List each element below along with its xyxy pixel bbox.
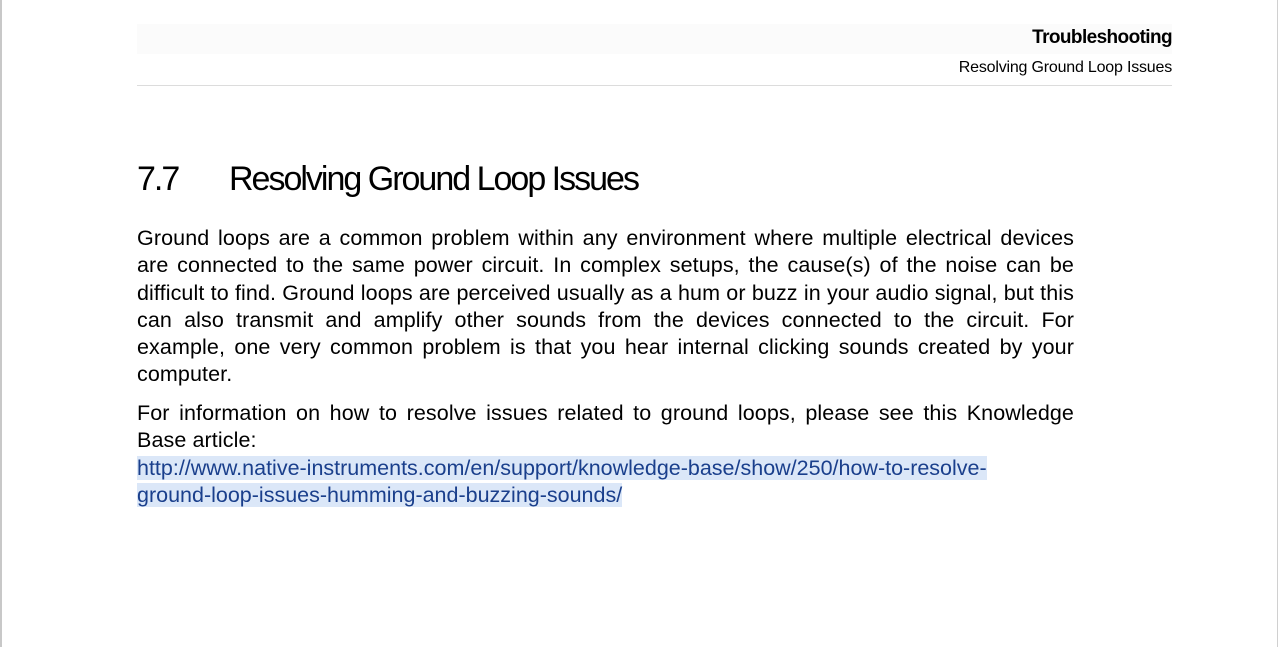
header-section-title: Resolving Ground Loop Issues	[958, 59, 1172, 76]
header-chapter-title: Troubleshooting	[1032, 27, 1172, 48]
section-number: 7.7	[137, 160, 179, 198]
running-header	[137, 24, 1172, 86]
header-band	[137, 24, 1172, 54]
body-paragraph: For information on how to resolve issues related to ground loops, please see this Knowledge Base article:	[137, 401, 1074, 453]
section-heading	[137, 158, 638, 200]
link-line[interactable]: ground-loop-issues-humming-and-buzzing-sounds/	[137, 483, 623, 508]
body-paragraph: Ground loops are a common problem within any environment where multiple electrical devices are connected to the same power circuit. In complex setups, the cause(s) of the noise can be difficult to find. Ground loops are perceived usually as a hum or buzz in your audio signal, but this can also transmit and amplify other sounds from the devices connected to the circuit. For example, one very common problem is that you hear internal clicking sounds created by your computer.	[137, 226, 1074, 387]
link-line[interactable]: http://www.native-instruments.com/en/support/knowledge-base/show/250/how-to-resolve-	[137, 456, 987, 480]
knowledge-base-link[interactable]	[137, 455, 1017, 510]
section-title: Resolving Ground Loop Issues	[229, 160, 638, 198]
